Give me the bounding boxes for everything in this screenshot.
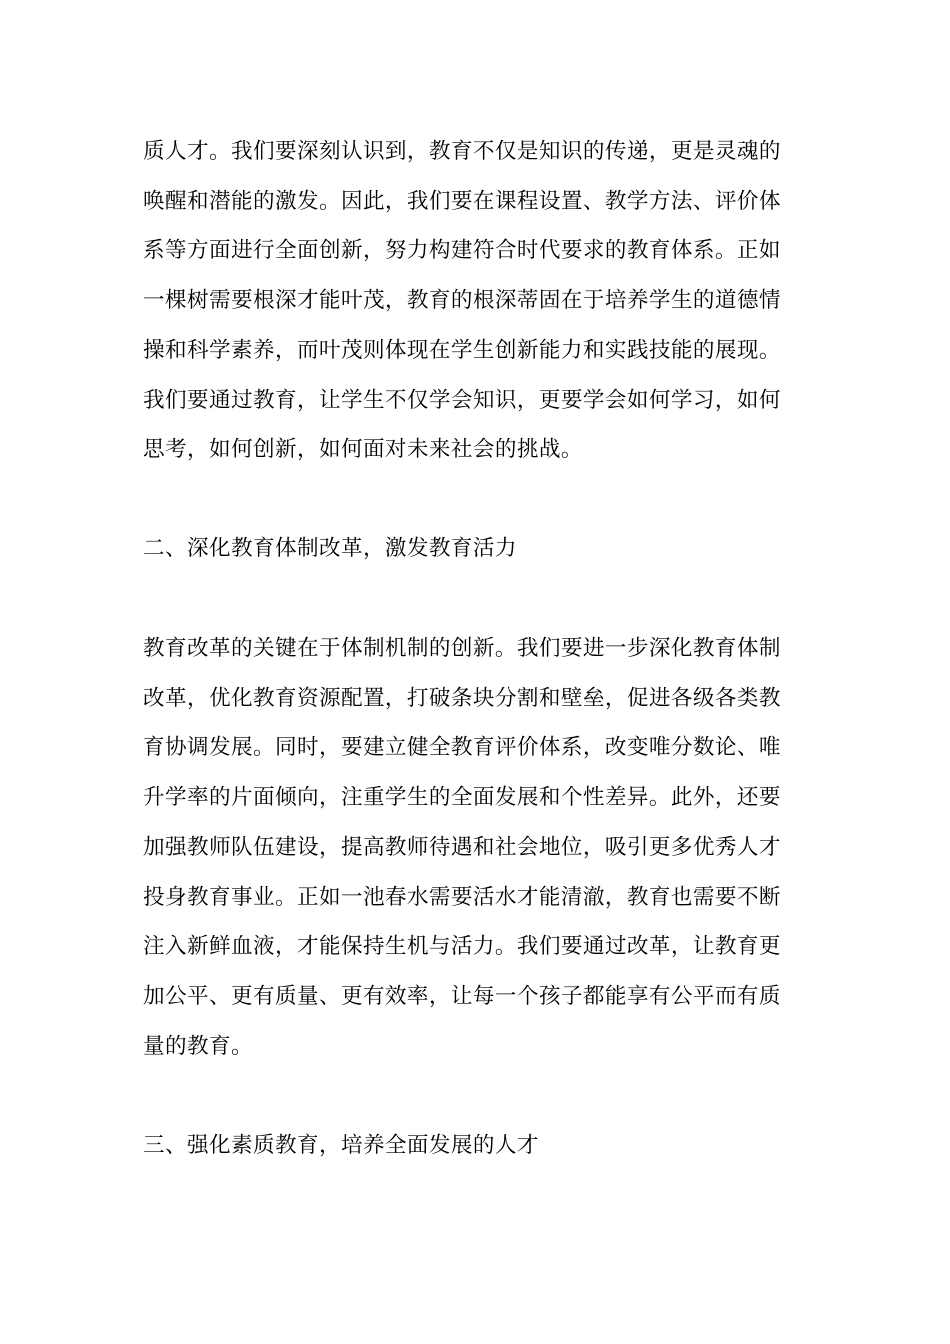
paragraph-line: 教育改革的关键在于体制机制的创新。我们要进一步深化教育体制 bbox=[143, 636, 781, 661]
paragraph-line: 操和科学素养，而叶茂则体现在学生创新能力和实践技能的展现。 bbox=[143, 337, 781, 363]
section-heading-2: 二、深化教育体制改革，激发教育活力 bbox=[143, 536, 517, 561]
paragraph-line: 加公平、更有质量、更有效率，让每一个孩子都能享有公平而有质 bbox=[143, 983, 781, 1009]
paragraph-line: 思考，如何创新，如何面对未来社会的挑战。 bbox=[143, 437, 583, 463]
paragraph-line: 我们要通过教育，让学生不仅学会知识，更要学会如何学习，如何 bbox=[143, 387, 781, 413]
paragraph-line: 育协调发展。同时，要建立健全教育评价体系，改变唯分数论、唯 bbox=[143, 735, 781, 761]
section-heading-3: 三、强化素质教育，培养全面发展的人才 bbox=[143, 1133, 539, 1158]
paragraph-line: 加强教师队伍建设，提高教师待遇和社会地位，吸引更多优秀人才 bbox=[143, 834, 781, 860]
paragraph-line: 注入新鲜血液，才能保持生机与活力。我们要通过改革，让教育更 bbox=[143, 934, 781, 960]
paragraph-talent-education bbox=[143, 127, 807, 475]
paragraph-line: 投身教育事业。正如一池春水需要活水才能清澈，教育也需要不断 bbox=[143, 884, 781, 910]
paragraph-line: 一棵树需要根深才能叶茂，教育的根深蒂固在于培养学生的道德情 bbox=[143, 288, 781, 314]
paragraph-line: 量的教育。 bbox=[143, 1033, 253, 1059]
paragraph-line: 改革，优化教育资源配置，打破条块分割和壁垒，促进各级各类教 bbox=[143, 685, 781, 711]
paragraph-line: 系等方面进行全面创新，努力构建符合时代要求的教育体系。正如 bbox=[143, 238, 781, 264]
paragraph-line: 质人才。我们要深刻认识到，教育不仅是知识的传递，更是灵魂的 bbox=[143, 139, 781, 164]
paragraph-line: 升学率的片面倾向，注重学生的全面发展和个性差异。此外，还要 bbox=[143, 785, 781, 811]
paragraph-system-reform bbox=[143, 624, 807, 1071]
paragraph-line: 唤醒和潜能的激发。因此，我们要在课程设置、教学方法、评价体 bbox=[143, 188, 781, 214]
